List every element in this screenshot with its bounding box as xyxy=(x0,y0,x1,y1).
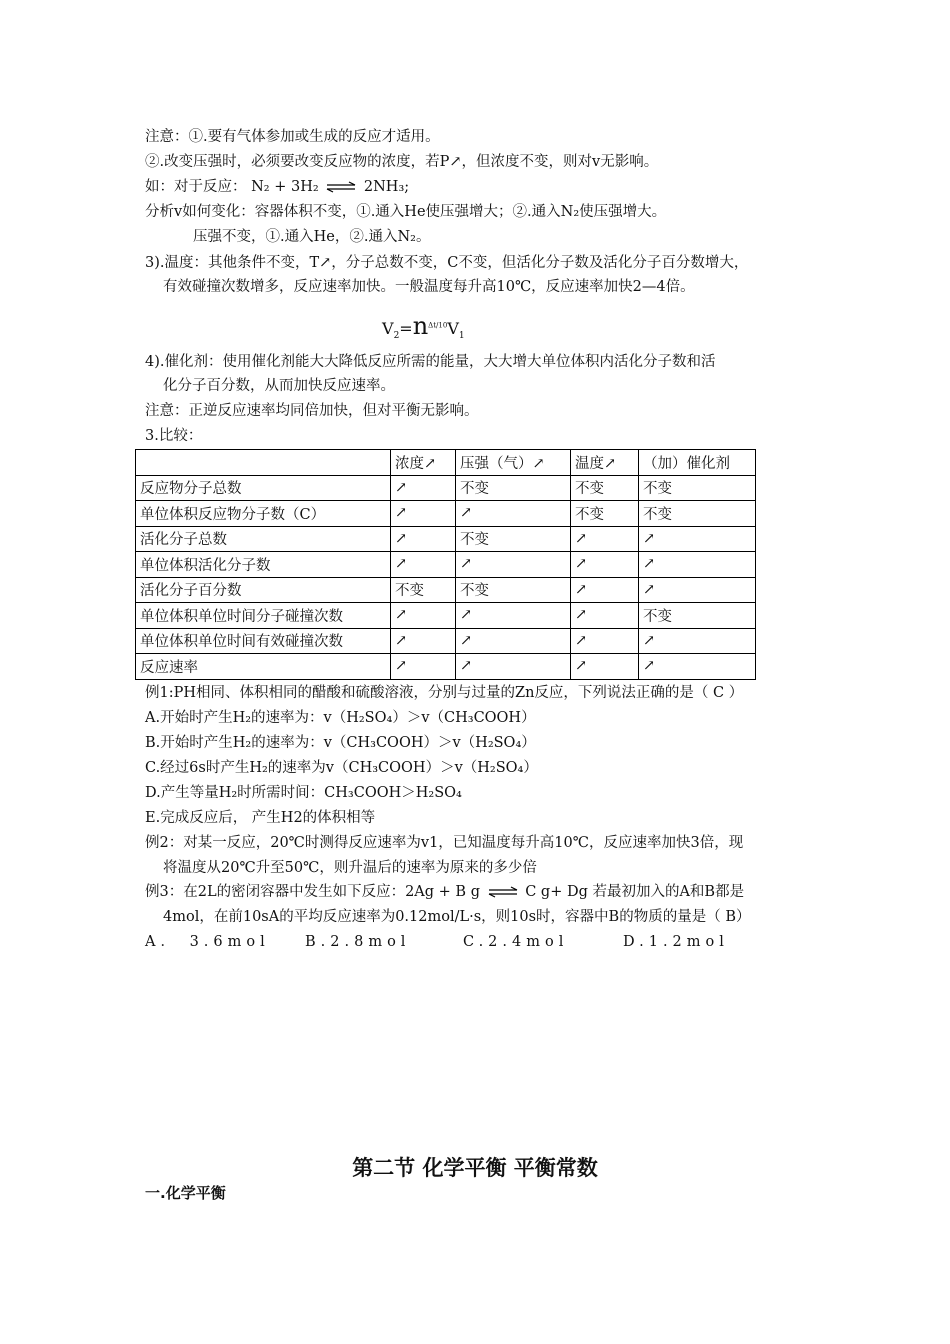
table-cell: 活化分子总数 xyxy=(136,526,391,552)
note-line-1: 注意：①.要有气体参加或生成的反应才适用。 xyxy=(145,129,440,145)
table-cell: ↗ xyxy=(571,628,639,654)
example-2-line-2: 将温度从20℃升至50℃，则升温后的速率为原来的多少倍 xyxy=(163,860,537,876)
table-cell: 不变 xyxy=(456,577,571,603)
table-cell: 不变 xyxy=(639,501,756,527)
table-row xyxy=(136,654,756,680)
table-cell: 不变 xyxy=(456,526,571,552)
table-cell: ↗ xyxy=(571,577,639,603)
table-cell: ↗ xyxy=(391,603,456,629)
table-cell: ↗ xyxy=(391,475,456,501)
table-cell: ↗ xyxy=(456,628,571,654)
table-cell: 不变 xyxy=(456,475,571,501)
example-3-line-2: 4mol，在前10sA的平均反应速率为0.12mol/L·s，则10s时，容器中B的物质的量是（ B） xyxy=(163,909,751,925)
option-c: C.2.4mol xyxy=(463,934,569,950)
table-cell: 单位体积活化分子数 xyxy=(136,552,391,578)
table-cell: 不变 xyxy=(391,577,456,603)
table-cell: 压强（气）↗ xyxy=(456,450,571,476)
table-cell: ↗ xyxy=(571,603,639,629)
table-cell: ↗ xyxy=(571,552,639,578)
analysis-line: 分析v如何变化：容器体积不变，①.通入He使压强增大；②.通入N₂使压强增大。 xyxy=(145,204,667,220)
example-3-line-1 xyxy=(145,882,744,902)
note-line-2: ②.改变压强时，必须要改变反应物的浓度，若P↗，但浓度不变，则对v无影响。 xyxy=(145,154,659,170)
table-cell: 不变 xyxy=(571,475,639,501)
option-b: B.2.8mol xyxy=(305,934,411,950)
table-cell: ↗ xyxy=(391,526,456,552)
table-cell: ↗ xyxy=(391,552,456,578)
table-cell: 反应物分子总数 xyxy=(136,475,391,501)
example-1-option-a: A.开始时产生H₂的速率为：v（H₂SO₄）＞v（CH₃COOH） xyxy=(145,710,536,726)
table-cell: ↗ xyxy=(571,526,639,552)
example-3-reactants: 例3：在2L的密闭容器中发生如下反应：2Ag + B g xyxy=(145,884,480,900)
option-d: D.1.2mol xyxy=(623,934,729,950)
table-row xyxy=(136,603,756,629)
catalyst-line-1: 4).催化剂：使用催化剂能大大降低反应所需的能量，大大增大单位体积内活化分子数和活 xyxy=(145,354,716,370)
example-1-option-c: C.经过6s时产生H₂的速率为v（CH₃COOH）＞v（H₂SO₄） xyxy=(145,760,538,776)
table-row xyxy=(136,628,756,654)
table-cell: ↗ xyxy=(639,552,756,578)
table-cell: 浓度↗ xyxy=(391,450,456,476)
table-row xyxy=(136,552,756,578)
reaction-line xyxy=(145,177,409,197)
pressure-line: 压强不变，①.通入He，②.通入N₂。 xyxy=(193,229,431,245)
option-a: A． 3.6mol xyxy=(145,934,270,950)
table-cell: ↗ xyxy=(639,628,756,654)
example-1-option-b: B.开始时产生H₂的速率为：v（CH₃COOH）＞v（H₂SO₄） xyxy=(145,735,536,751)
table-cell: ↗ xyxy=(639,577,756,603)
table-cell: 不变 xyxy=(639,603,756,629)
comparison-table xyxy=(135,449,756,680)
table-cell: ↗ xyxy=(391,628,456,654)
temperature-line-1: 3).温度：其他条件不变，T↗，分子总数不变，C不变，但活化分子数及活化分子百分数增大， xyxy=(145,255,749,271)
table-cell: 反应速率 xyxy=(136,654,391,680)
table-cell: ↗ xyxy=(456,501,571,527)
table-cell: ↗ xyxy=(456,552,571,578)
reaction-right: 2NH₃; xyxy=(363,179,410,195)
example-3-options xyxy=(145,932,729,952)
table-cell: ↗ xyxy=(391,654,456,680)
table-cell: 单位体积单位时间有效碰撞次数 xyxy=(136,628,391,654)
example-1-option-e: E.完成反应后， 产生H2的体积相等 xyxy=(145,810,376,826)
section-heading: 一.化学平衡 xyxy=(145,1184,226,1202)
table-cell: 活化分子百分数 xyxy=(136,577,391,603)
table-cell: 温度↗ xyxy=(571,450,639,476)
catalyst-line-2: 化分子百分数，从而加快反应速率。 xyxy=(163,378,395,394)
temperature-line-2: 有效碰撞次数增多，反应速率加快。一般温度每升高10℃，反应速率加快2—4倍。 xyxy=(163,279,695,295)
table-row xyxy=(136,501,756,527)
rate-formula: $V_2=n^{\Delta t/10}V_1$ xyxy=(382,312,465,342)
example-1-option-d: D.产生等量H₂时所需时间：CH₃COOH＞H₂SO₄ xyxy=(145,785,462,801)
table-cell: 单位体积单位时间分子碰撞次数 xyxy=(136,603,391,629)
equilibrium-arrow-icon xyxy=(488,886,518,898)
table-cell: ↗ xyxy=(391,501,456,527)
table-cell: ↗ xyxy=(571,654,639,680)
section-title: 第二节 化学平衡 平衡常数 xyxy=(352,1156,598,1180)
table-cell: ↗ xyxy=(456,654,571,680)
table-cell: 不变 xyxy=(571,501,639,527)
table-row xyxy=(136,475,756,501)
table-row xyxy=(136,577,756,603)
note-line-3: 注意：正逆反应速率均同倍加快，但对平衡无影响。 xyxy=(145,403,479,419)
table-cell: ↗ xyxy=(639,526,756,552)
example-3-products: C g+ Dg 若最初加入的A和B都是 xyxy=(525,884,745,900)
compare-heading: 3.比较： xyxy=(145,428,203,444)
equilibrium-arrow-icon xyxy=(326,181,356,193)
example-2-line-1: 例2：对某一反应，20℃时测得反应速率为v1，已知温度每升高10℃，反应速率加快3倍，现 xyxy=(145,835,744,851)
table-cell: （加）催化剂 xyxy=(639,450,756,476)
table-cell: ↗ xyxy=(639,654,756,680)
table-cell: 单位体积反应物分子数（C） xyxy=(136,501,391,527)
table-cell xyxy=(136,450,391,476)
reaction-left: 如：对于反应： N₂ + 3H₂ xyxy=(145,179,319,195)
table-cell: ↗ xyxy=(456,603,571,629)
table-header-row xyxy=(136,450,756,476)
table-cell: 不变 xyxy=(639,475,756,501)
example-1: 例1:PH相同、体积相同的醋酸和硫酸溶液，分别与过量的Zn反应，下列说法正确的是（ C ） xyxy=(145,685,744,701)
table-row xyxy=(136,526,756,552)
